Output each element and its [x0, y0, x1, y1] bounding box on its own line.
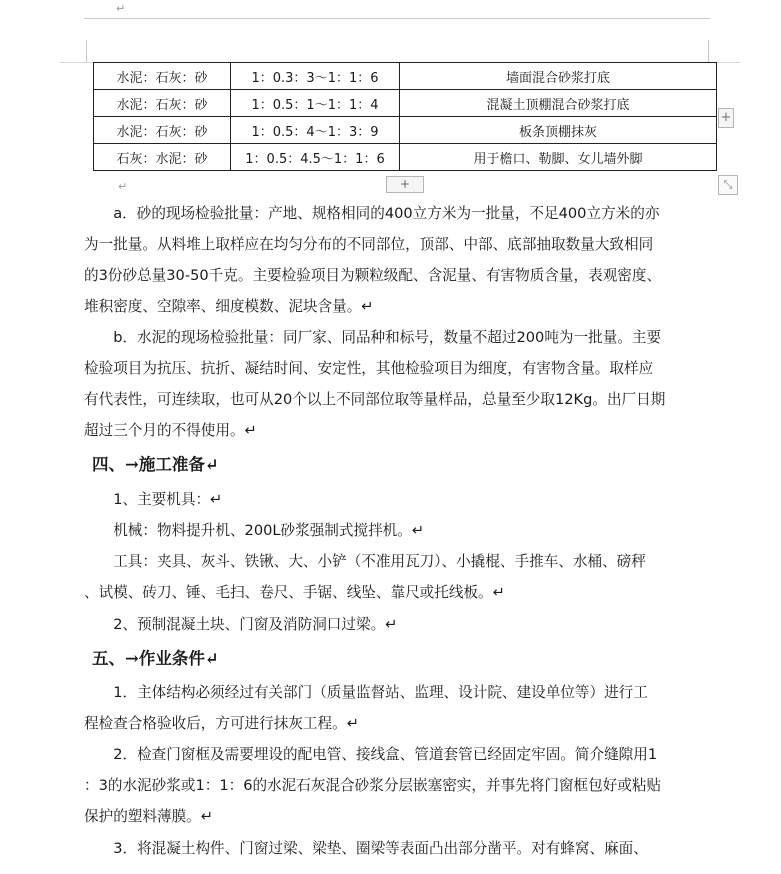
- text-line: 3．将混凝土构件、门窗过梁、梁垫、圈梁等表面凸出部分凿平。对有蜂窝、麻面、: [84, 840, 648, 857]
- add-row-button[interactable]: +: [386, 176, 424, 193]
- text-line: 保护的塑料薄膜。↵: [84, 808, 213, 825]
- text-line: 2．检查门窗框及需要埋设的配电管、接线盒、管道套管已经固定牢固。简介缝隙用1: [84, 746, 658, 763]
- ratio-cell: 1：0.5：4.5～1：1：6: [231, 144, 400, 171]
- table-row: [94, 144, 717, 171]
- text-line: 、试模、砖刀、锤、毛扫、卷尺、手锯、线坠、靠尺或托线板。↵: [84, 584, 505, 601]
- crop-mark-right: [708, 40, 709, 62]
- add-column-handle[interactable]: +: [718, 108, 734, 128]
- text-line: 机械：物料提升机、200L砂浆强制式搅拌机。↵: [84, 522, 425, 539]
- ratio-name-cell: 石灰：水泥：砂: [94, 144, 231, 171]
- paragraph-mark: ↵: [116, 2, 126, 15]
- text-line: 1、主要机具：↵: [84, 491, 223, 508]
- text-line: 工具：夹具、灰斗、铁锹、大、小铲（不准用瓦刀）、小撬棍、手推车、水桶、磅秤: [84, 553, 646, 570]
- table-resize-icon[interactable]: ⤡: [718, 175, 738, 195]
- text-line: 程检查合格验收后，方可进行抹灰工程。↵: [84, 715, 359, 732]
- usage-cell: 用于檐口、勒脚、女儿墙外脚: [400, 144, 717, 171]
- table-row: [94, 90, 717, 117]
- mortar-ratio-table: [93, 62, 717, 171]
- ratio-cell: 1：0.5：1～1：1：4: [231, 90, 400, 117]
- text-line: 超过三个月的不得使用。↵: [84, 422, 257, 439]
- text-line: 堆积密度、空隙率、细度模数、泥块含量。↵: [84, 298, 374, 315]
- text-line: 2、预制混凝土块、门窗及消防洞口过梁。↵: [84, 616, 398, 633]
- table-row: [94, 117, 717, 144]
- text-line: 为一批量。从料堆上取样应在均匀分布的不同部位，顶部、中部、底部抽取数量大致相同: [84, 236, 654, 253]
- text-line: a．砂的现场检验批量：产地、规格相同的400立方米为一批量，不足400立方米的亦: [84, 205, 660, 222]
- section-heading: 五、→作业条件↵: [92, 649, 219, 668]
- ratio-name-cell: 水泥：石灰：砂: [94, 90, 231, 117]
- ratio-cell: 1：0.5：4～1：3：9: [231, 117, 400, 144]
- paragraph-mark: ↵: [118, 180, 128, 193]
- ratio-cell: 1：0.3：3～1：1：6: [231, 63, 400, 90]
- header-rule: [84, 18, 710, 19]
- usage-cell: 板条顶棚抹灰: [400, 117, 717, 144]
- text-line: 检验项目为抗压、抗折、凝结时间、安定性，其他检验项目为细度，有害物含量。取样应: [84, 360, 654, 377]
- ratio-name-cell: 水泥：石灰：砂: [94, 63, 231, 90]
- text-line: b．水泥的现场检验批量：同厂家、同品种和标号，数量不超过200吨为一批量。主要: [84, 329, 662, 346]
- usage-cell: 墙面混合砂浆打底: [400, 63, 717, 90]
- ratio-name-cell: 水泥：石灰：砂: [94, 117, 231, 144]
- usage-cell: 混凝土顶棚混合砂浆打底: [400, 90, 717, 117]
- text-line: 的3份砂总量30-50千克。主要检验项目为颗粒级配、含泥量、有害物质含量，表观密度、: [84, 267, 662, 284]
- text-line: ：3的水泥砂浆或1：1：6的水泥石灰混合砂浆分层嵌塞密实，并事先将门窗框包好或粘贴: [84, 777, 662, 794]
- crop-mark-left: [86, 40, 87, 62]
- text-line: 1．主体结构必须经过有关部门（质量监督站、监理、设计院、建设单位等）进行工: [84, 684, 648, 701]
- text-line: 有代表性，可连续取，也可从20个以上不同部位取等量样品，总量至少取12Kg。出厂日期: [84, 391, 666, 408]
- table-row: [94, 63, 717, 90]
- section-heading: 四、→施工准备↵: [92, 455, 219, 474]
